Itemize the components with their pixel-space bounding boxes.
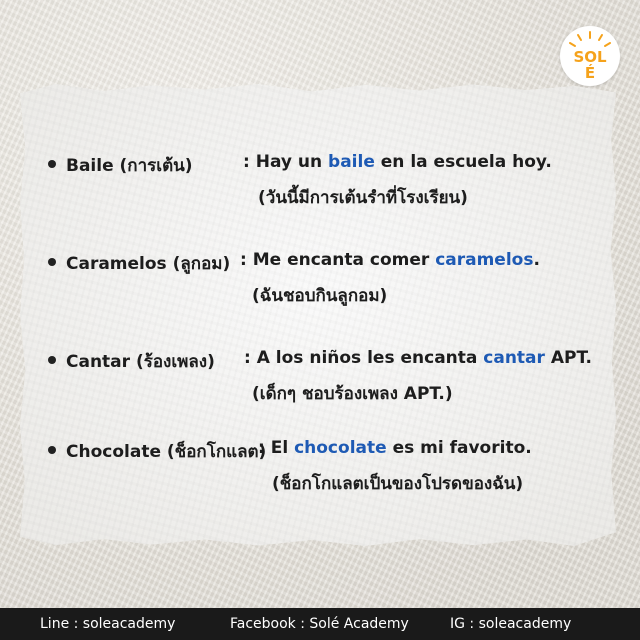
example-sentence: : Me encanta comer caramelos. — [240, 250, 540, 270]
example-sentence: : A los niños les encanta cantar APT. — [244, 348, 592, 368]
thai-translation: (เด็กๆ ชอบร้องเพลง APT.) — [252, 384, 453, 404]
vocab-entry-cantar — [0, 344, 640, 414]
footer-ig-contact: IG : soleacademy — [450, 616, 572, 632]
bullet-dot — [48, 356, 56, 364]
highlighted-word: caramelos — [435, 250, 534, 270]
vocab-term: Chocolate (ช็อกโกแลต) — [66, 442, 267, 462]
bullet-dot — [48, 160, 56, 168]
vocab-term: Baile (การเต้น) — [66, 156, 193, 176]
vocab-entry-chocolate — [0, 434, 640, 504]
highlighted-word: cantar — [483, 348, 545, 368]
sun-icon — [560, 26, 620, 86]
example-sentence: : Hay un baile en la escuela hoy. — [243, 152, 552, 172]
bullet-dot — [48, 446, 56, 454]
highlighted-word: chocolate — [294, 438, 387, 458]
thai-translation: (ฉันชอบกินลูกอม) — [252, 286, 388, 306]
footer-line-contact: Line : soleacademy — [40, 616, 176, 632]
footer-facebook-contact: Facebook : Solé Academy — [230, 616, 409, 632]
highlighted-word: baile — [328, 152, 375, 172]
logo-text-line1: SOL — [573, 48, 607, 66]
vocab-entry-baile — [0, 148, 640, 218]
bullet-dot — [48, 258, 56, 266]
thai-translation: (วันนี้มีการเต้นรำที่โรงเรียน) — [258, 188, 468, 208]
sole-academy-logo — [560, 26, 620, 86]
footer-bar — [0, 608, 640, 640]
example-sentence: : El chocolate es mi favorito. — [258, 438, 532, 458]
logo-text-line2: É — [584, 64, 596, 82]
vocab-term: Cantar (ร้องเพลง) — [66, 352, 215, 372]
thai-translation: (ช็อกโกแลตเป็นของโปรดของฉัน) — [272, 474, 524, 494]
vocab-term: Caramelos (ลูกอม) — [66, 254, 231, 274]
vocab-entry-caramelos — [0, 246, 640, 316]
